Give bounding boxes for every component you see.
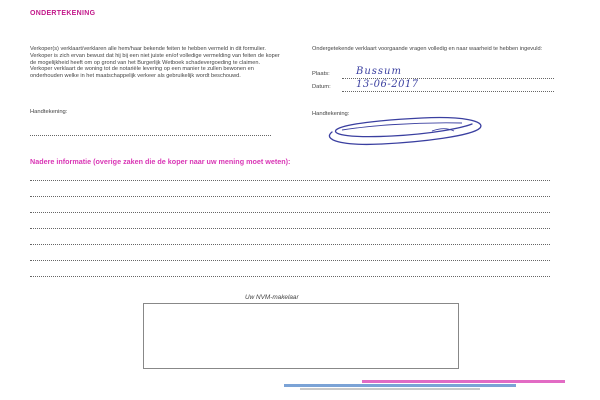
left-signature-label: Handtekening:: [30, 109, 68, 115]
info-line[interactable]: [30, 276, 550, 277]
info-line[interactable]: [30, 180, 550, 181]
makelaar-label: Uw NVM-makelaar: [245, 294, 299, 301]
info-line[interactable]: [30, 228, 550, 229]
seller-statement: Verkoper(s) verklaart/verklaren alle hem/haar bekende feiten te hebben vermeld in dit formulier. Verkoper is zich ervan bewust dat hij bij een niet juiste en/of volledige vermelding van feiten de koper de mogelijkheid heeft om op grond van het Burgerlijk Wetboek schadevergoeding te claimen. Verkoper verklaart de woning tot de notariële levering op een manier te zullen bewonen en onderhouden welke in het maatschappelijk verkeer als gebruikelijk wordt beschouwd.: [30, 46, 280, 80]
signature-scribble: [312, 110, 502, 150]
info-line[interactable]: [30, 196, 550, 197]
info-line[interactable]: [30, 260, 550, 261]
place-label: Plaats:: [312, 71, 330, 77]
right-signature-label: Handtekening:: [312, 111, 350, 117]
further-info-title: Nadere informatie (overige zaken die de koper naar uw mening moet weten):: [30, 157, 291, 166]
date-line: [342, 91, 554, 92]
signer-statement: Ondergetekende verklaart voorgaande vragen volledig en naar waarheid te hebben ingevuld:: [312, 46, 543, 52]
info-line[interactable]: [30, 244, 550, 245]
footer-bar-pink: [362, 380, 565, 383]
left-signature-line: [30, 135, 271, 136]
date-label: Datum:: [312, 84, 331, 90]
section-title: ONDERTEKENING: [30, 10, 96, 17]
footer-bar-blue: [284, 384, 516, 387]
footer-bar-grey: [300, 388, 480, 390]
date-value[interactable]: 13-06-2017: [356, 79, 419, 90]
info-line[interactable]: [30, 212, 550, 213]
place-value[interactable]: Bussum: [356, 66, 402, 77]
makelaar-stamp-box: [143, 303, 459, 369]
